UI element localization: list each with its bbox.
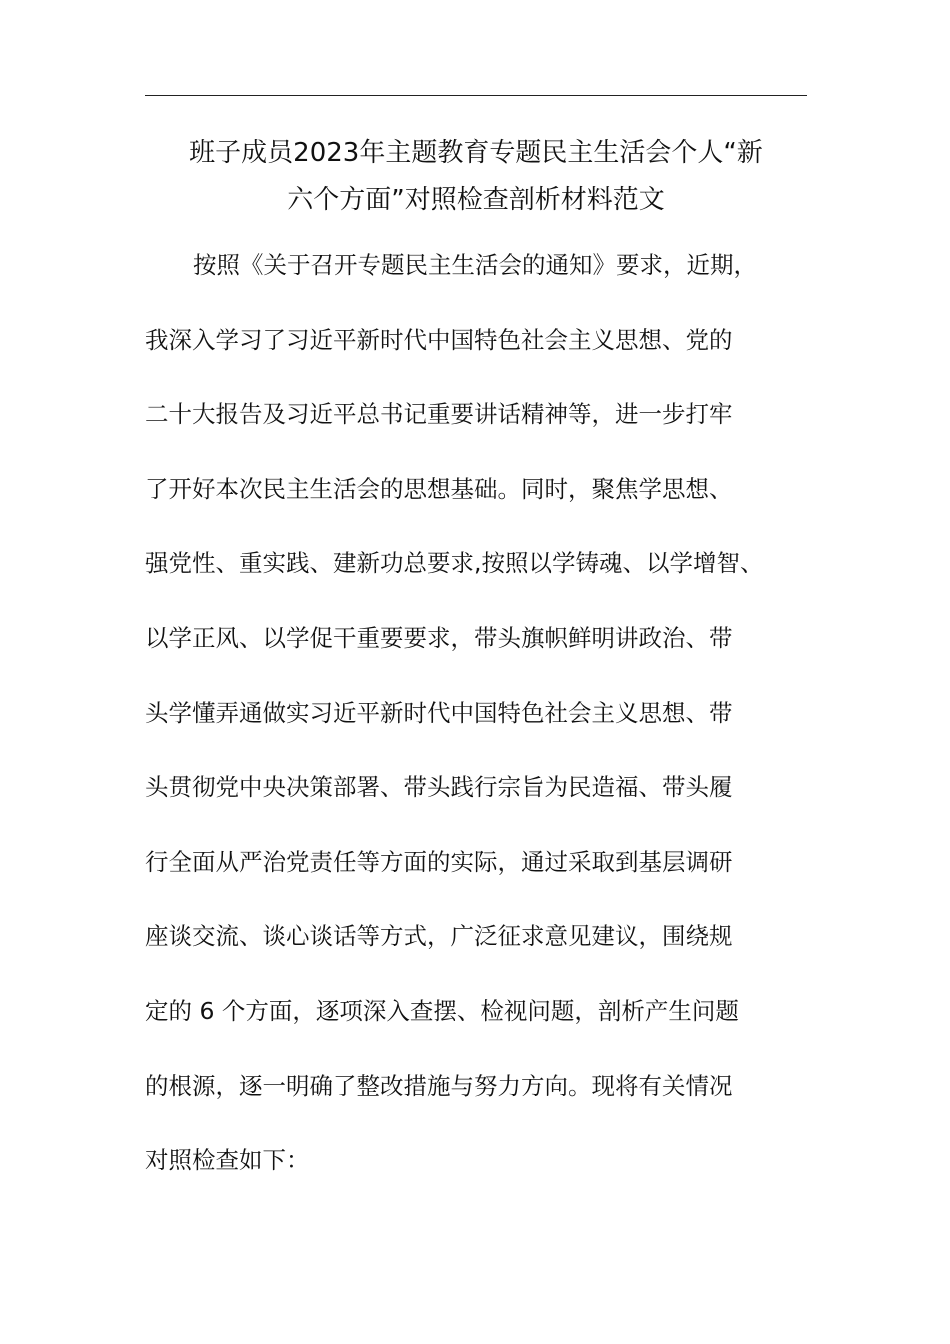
body-line: 我深入学习了习近平新时代中国特色社会主义思想、党的 [145,325,733,354]
body-line: 的根源，逐一明确了整改措施与努力方向。现将有关情况 [145,1071,733,1100]
title-line-2: 六个方面”对照检查剖析材料范文 [287,185,665,215]
body-line: 头贯彻党中央决策部署、带头践行宗旨为民造福、带头履 [145,773,733,802]
title-line-1: 班子成员2023年主题教育专题民主生活会个人“新 [189,138,763,168]
document-title [140,130,812,224]
body-line: 行全面从严治党责任等方面的实际，通过采取到基层调研 [145,847,733,876]
body-line: 定的 6 个方面，逐项深入查摆、检视问题，剖析产生问题 [145,996,739,1025]
body-line: 按照《关于召开专题民主生活会的通知》要求，近期， [193,251,757,279]
body-line: 强党性、重实践、建新功总要求,按照以学铸魂、以学增智、 [145,549,764,578]
body-line: 对照检查如下： [145,1146,310,1175]
body-line: 头学懂弄通做实习近平新时代中国特色社会主义思想、带 [145,698,733,727]
body-line: 以学正风、以学促干重要要求，带头旗帜鲜明讲政治、带 [145,623,733,652]
body-line: 了开好本次民主生活会的思想基础。同时，聚焦学思想、 [145,474,733,503]
body-paragraph [145,245,845,1215]
body-line: 二十大报告及习近平总书记重要讲话精神等，进一步打牢 [145,400,733,429]
body-line: 座谈交流、谈心谈话等方式，广泛征求意见建议，围绕规 [145,922,733,951]
header-rule [145,95,807,96]
